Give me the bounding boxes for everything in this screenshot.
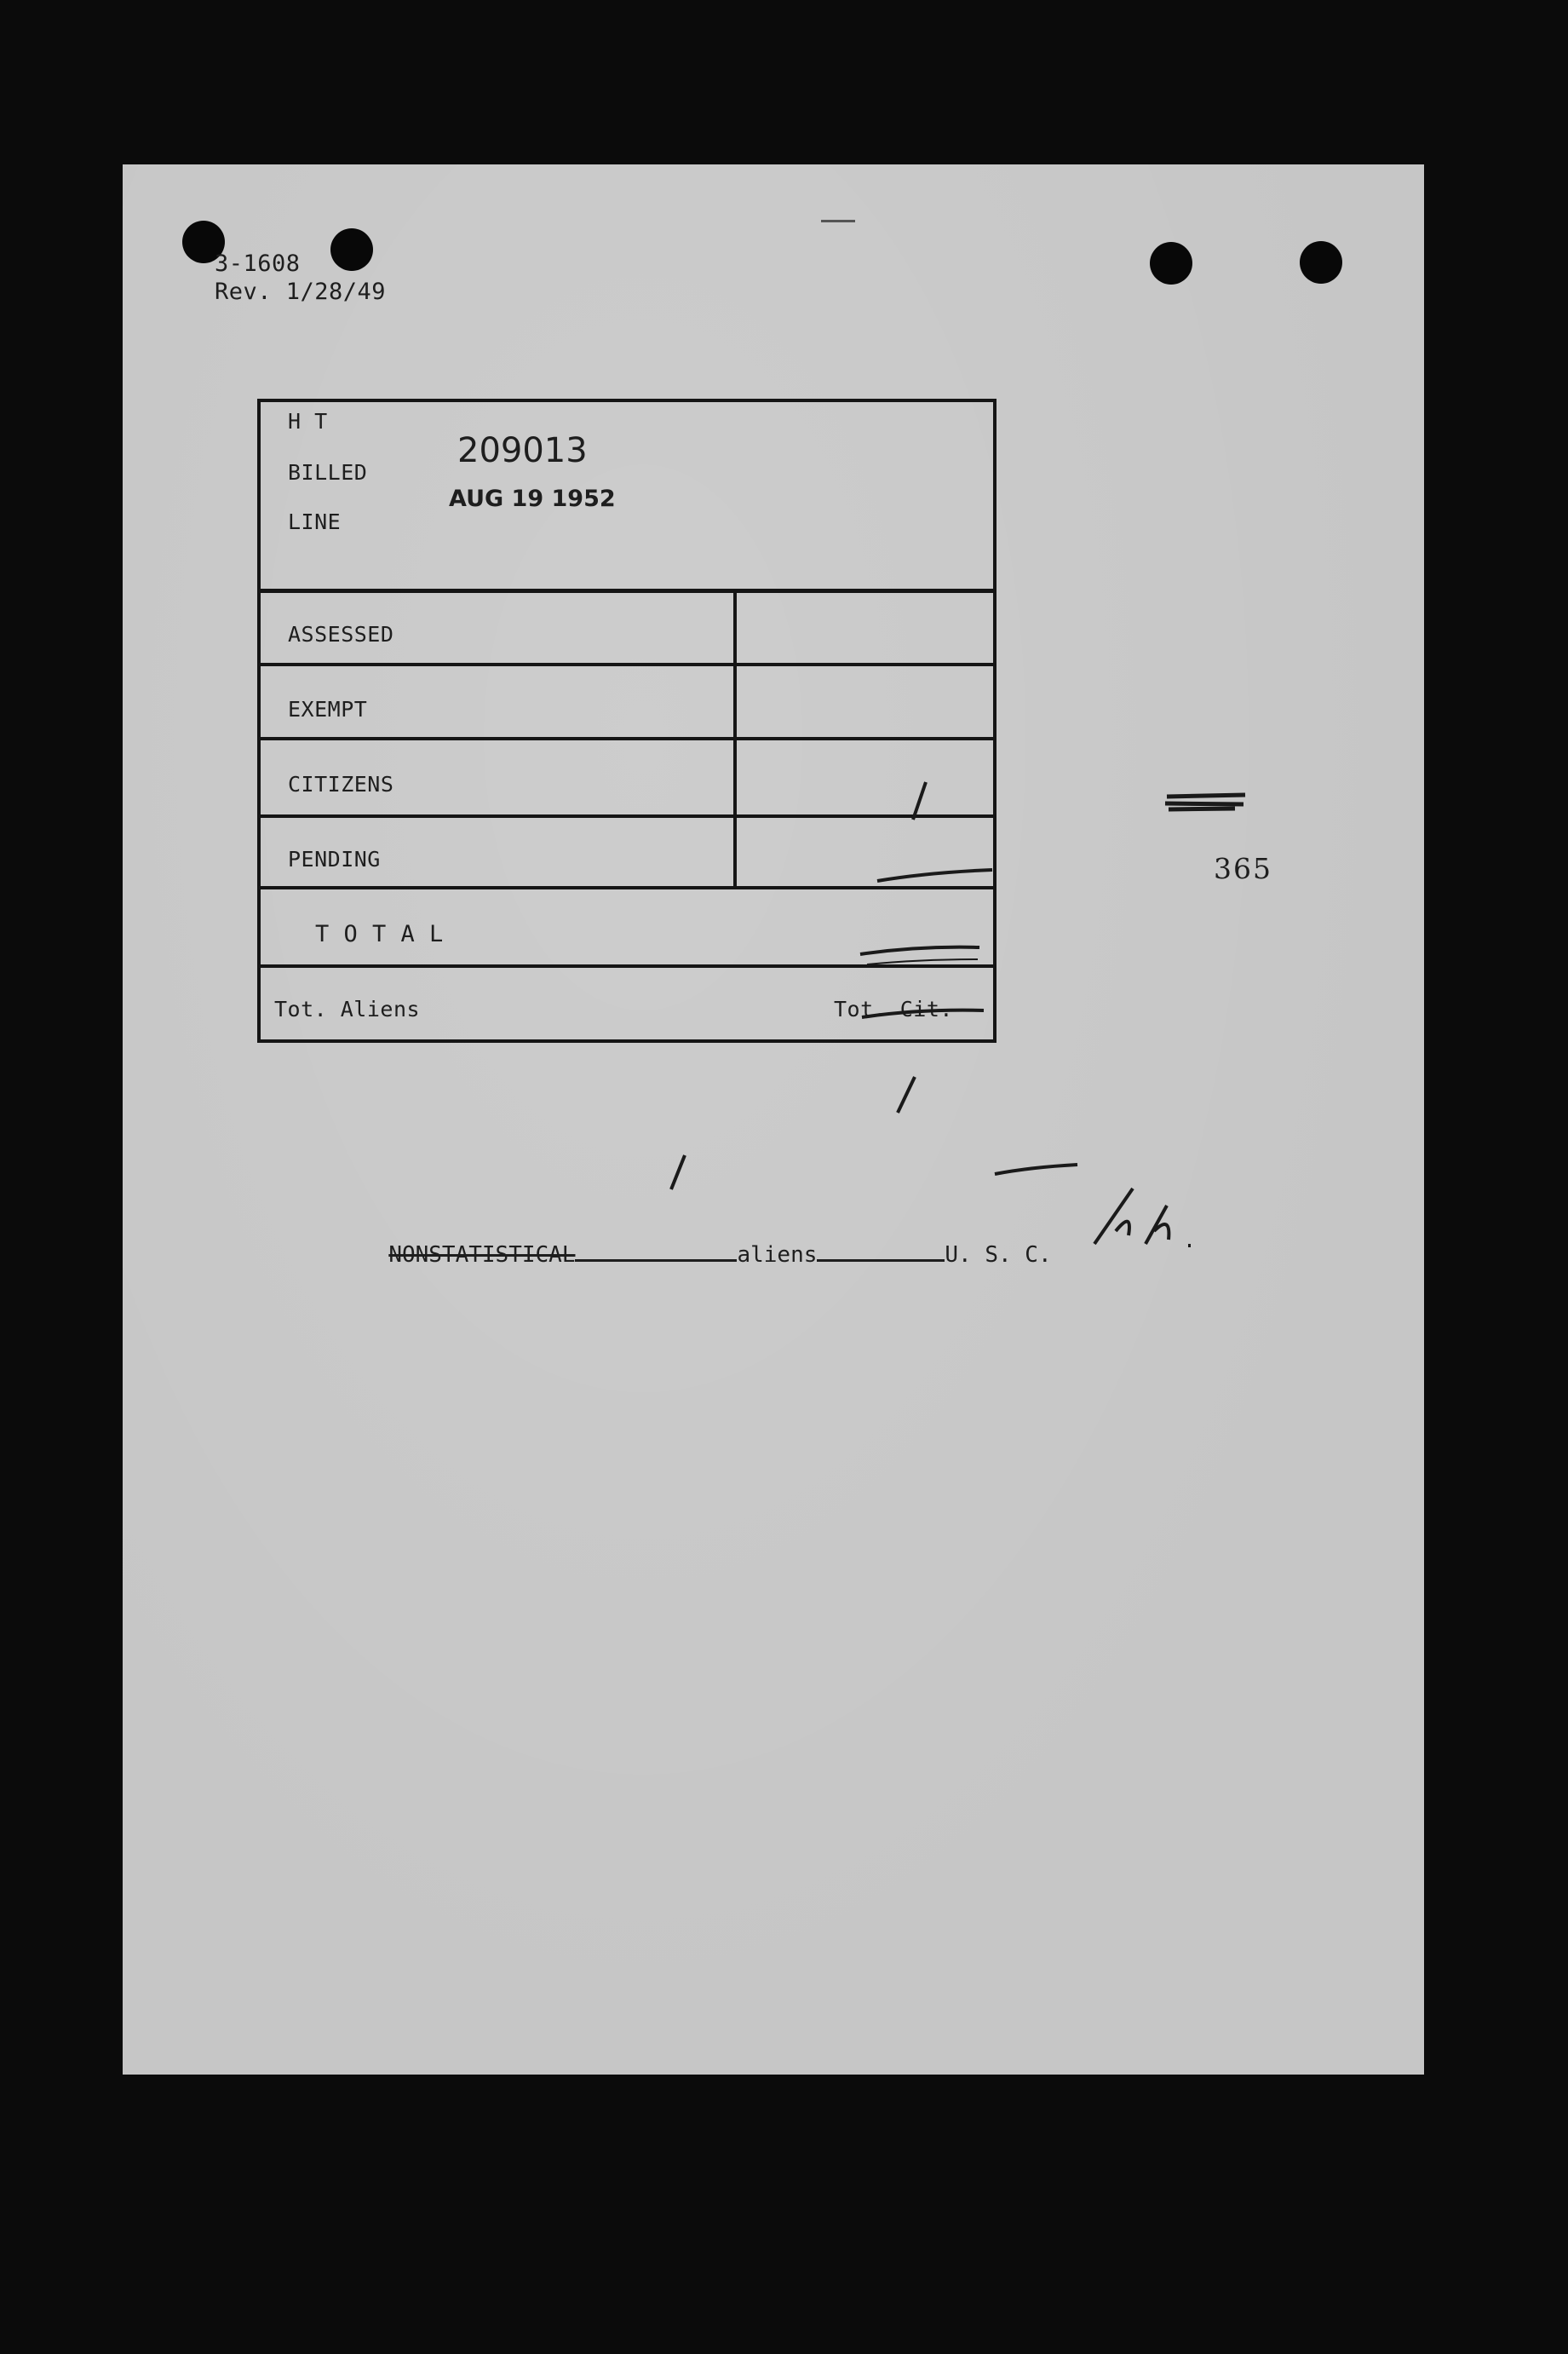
form-revision: Rev. 1/28/49 [215, 279, 387, 305]
total-aliens-value-mark [671, 1155, 685, 1189]
assessed-label: ASSESSED [288, 622, 394, 647]
pending-value-mark [862, 1010, 984, 1017]
total-aliens-label: Tot. Aliens [274, 997, 421, 1022]
nonstatistical-label: NONSTATISTICAL [388, 1242, 576, 1268]
exempt-label: EXEMPT [288, 697, 368, 722]
billed-label: BILLED [288, 460, 368, 485]
usc-label: U. S. C. [945, 1242, 1052, 1268]
assessed-value-mark [913, 782, 926, 820]
total-value-mark [898, 1077, 915, 1113]
ht-label: H T [288, 409, 328, 434]
page-sequence-number: 365 [1214, 852, 1272, 885]
total-citizens-label: Tot. Cit. [834, 997, 953, 1022]
total-citizens-value-mark [995, 1165, 1077, 1174]
initials-mark [1094, 1189, 1191, 1246]
nonstatistical-line [362, 1217, 1052, 1268]
line-label: LINE [288, 509, 342, 534]
date-stamp: AUG 19 1952 [449, 486, 616, 512]
citizens-value-mark [860, 947, 979, 954]
exempt-value-mark [877, 870, 992, 881]
aliens-label: aliens [737, 1242, 818, 1268]
pending-label: PENDING [288, 847, 381, 872]
form-code: 3-1608 [215, 250, 301, 277]
manifest-number-stamp: 209013 [457, 431, 588, 470]
total-label: T O T A L [315, 921, 444, 947]
struck-out-scribble [1165, 795, 1245, 809]
citizens-label: CITIZENS [288, 772, 394, 797]
